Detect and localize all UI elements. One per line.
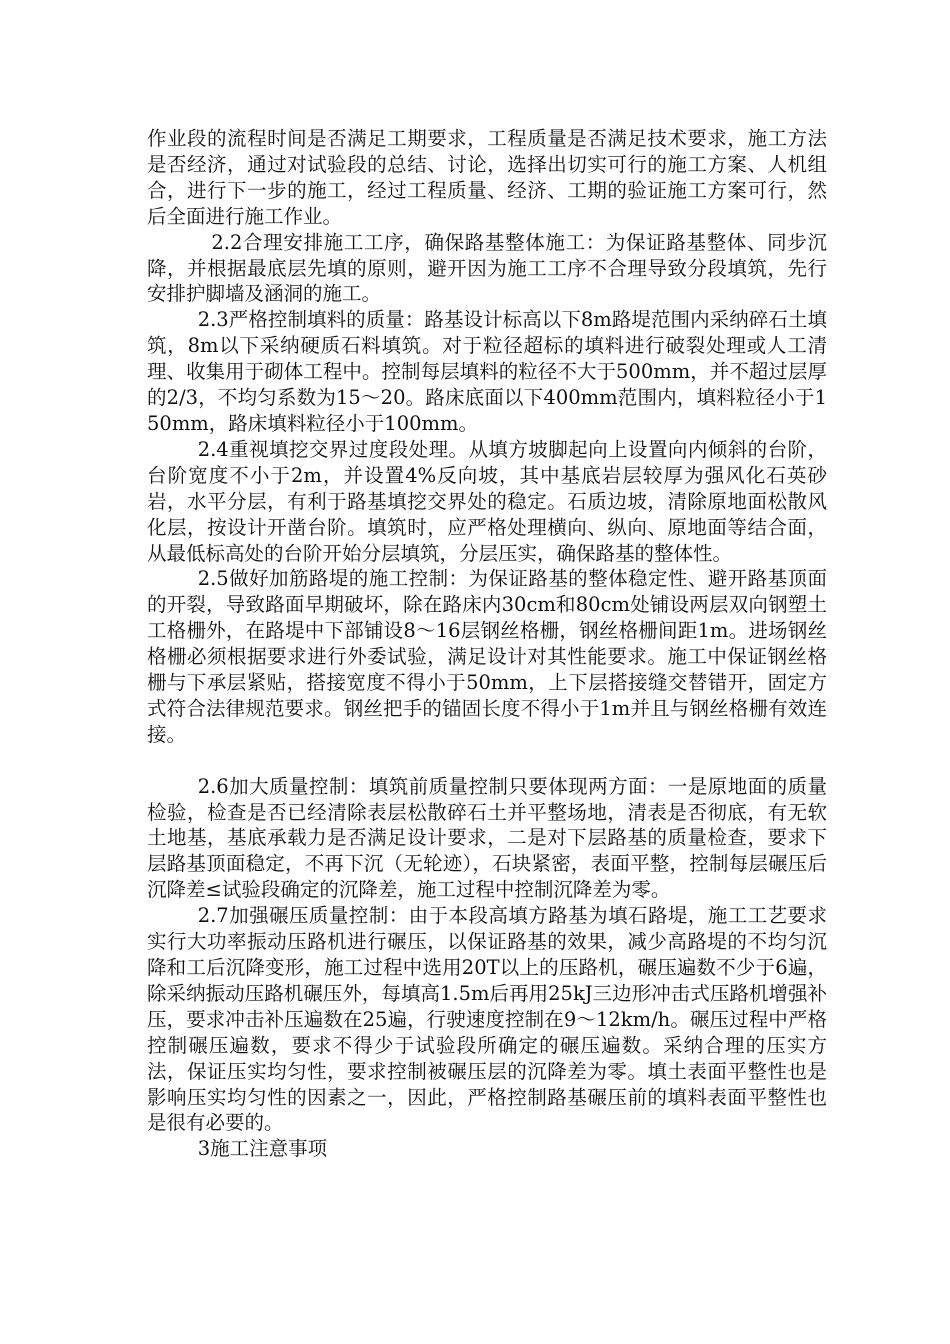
paragraph-continuation: 作业段的流程时间是否满足工期要求，工程质量是否满足技术要求，施工方法是否经济，通过对试验段的总结、讨论，选择出切实可行的施工方案、人机组合，进行下一步的施工，经过工程质量、经济、工期的验证施工方案可行，然后全面进行施工作业。 xyxy=(147,127,827,228)
paragraph-2-7: 2.7加强碾压质量控制：由于本段高填方路基为填石路堤，施工工艺要求实行大功率振动压路机进行碾压，以保证路基的效果，减少高路堤的不均匀沉降和工后沉降变形，施工过程中选用20T以上的压路机，碾压遍数不少于6遍，除采纳振动压路机碾压外，每填高1.5m后再用25kJ三边形冲击式压路机增强补压，要求冲击补压遍数在25遍，行驶速度控制在9～12km/h。碾压过程中严格控制碾压遍数，要求不得少于试验段所确定的碾压遍数。采纳合理的压实方法，保证压实均匀性，要求控制被碾压层的沉降差为零。填土表面平整性也是影响压实均匀性的因素之一，因此，严格控制路基碾压前的填料表面平整性也是很有必要的。 xyxy=(147,904,827,1135)
section-heading-3: 3施工注意事项 xyxy=(197,1137,328,1161)
paragraph-2-4: 2.4重视填挖交界过度段处理。从填方坡脚起向上设置向内倾斜的台阶，台阶宽度不小于2m，并设置4%反向坡，其中基底岩层较厚为强风化石英砂岩，水平分层，有利于路基填挖交界处的稳定。石质边坡，清除原地面松散风化层，按设计开凿台阶。填筑时，应严格处理横向、纵向、原地面等结合面，从最低标高处的台阶开始分层填筑，分层压实，确保路基的整体性。 xyxy=(147,437,827,565)
paragraph-2-3: 2.3严格控制填料的质量：路基设计标高以下8m路堤范围内采纳碎石土填筑，8m以下采纳硬质石料填筑。对于粒径超标的填料进行破裂处理或人工清理、收集用于砌体工程中。控制每层填料的粒径不大于500mm，并不超过层厚的2/3，不均匀系数为15～20。路床底面以下400mm范围内，填料粒径小于150mm，路床填料粒径小于100mm。 xyxy=(147,308,827,435)
paragraph-2-6: 2.6加大质量控制：填筑前质量控制只要体现两方面：一是原地面的质量检验，检查是否已经清除表层松散碎石土并平整场地，清表是否彻底，有无软土地基，基底承载力是否满足设计要求，二是对下层路基的质量检查，要求下层路基顶面稳定，不再下沉（无轮迹），石块紧密，表面平整，控制每层碾压后沉降差≤试验段确定的沉降差，施工过程中控制沉降差为零。 xyxy=(147,774,827,902)
paragraph-2-2: 2.2合理安排施工工序，确保路基整体施工：为保证路基整体、同步沉降，并根据最底层先填的原则，避开因为施工工序不合理导致分段填筑，先行安排护脚墙及涵洞的施工。 xyxy=(147,230,827,306)
document-page xyxy=(147,126,827,1162)
paragraph-2-5: 2.5做好加筋路堤的施工控制：为保证路基的整体稳定性、避开路基顶面的开裂，导致路面早期破坏，除在路床内30cm和80cm处铺设两层双向钢塑土工格栅外，在路堤中下部铺设8～16层钢丝格栅，钢丝格栅间距1m。进场钢丝格栅必须根据要求进行外委试验，满足设计对其性能要求。施工中保证钢丝格栅与下承层紧贴，搭接宽度不得小于50mm，上下层搭接缝交替错开，固定方式符合法律规范要求。钢丝把手的锚固长度不得小于1m并且与钢丝格栅有效连接。 xyxy=(147,567,827,746)
